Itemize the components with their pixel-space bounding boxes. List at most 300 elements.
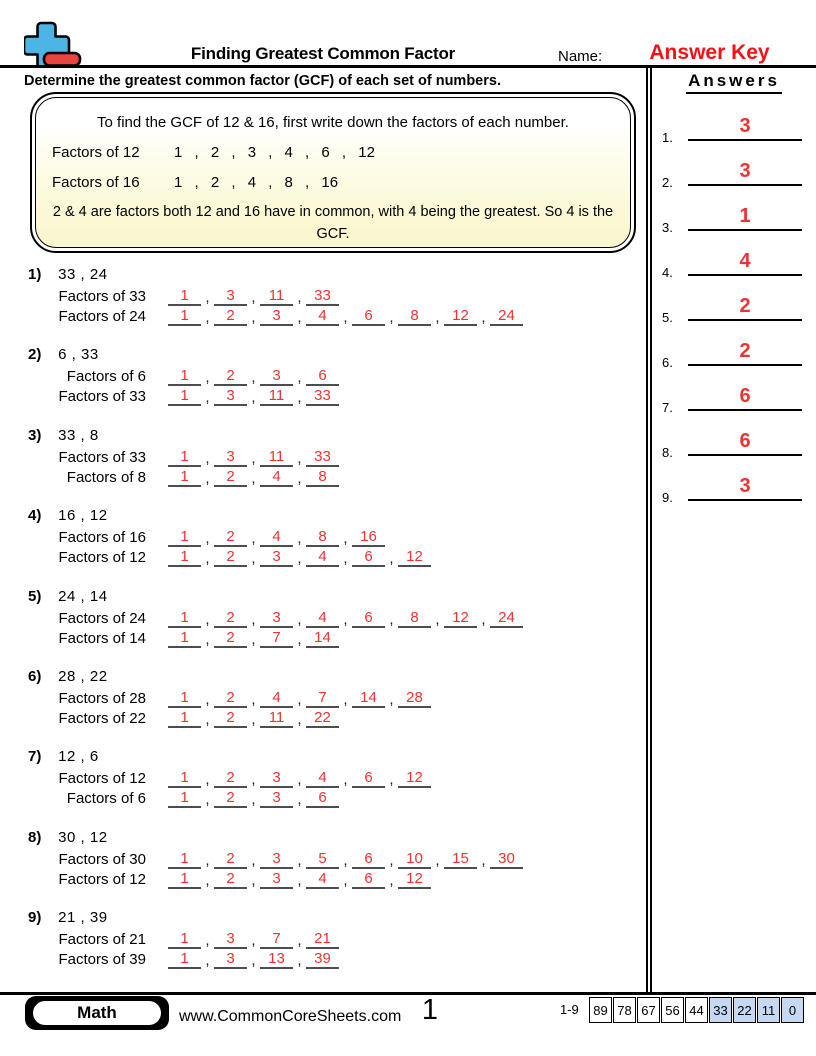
factor-blanks [168,789,339,808]
factor-blank: 1 [168,689,201,708]
factor-blank: 3 [214,950,247,969]
factor-row [28,547,640,567]
factor-blank: 22 [306,709,339,728]
factor-blanks [168,930,339,949]
factor-row [28,467,640,487]
problem-pair: 16 , 12 [58,507,108,525]
factor-blank: 3 [214,387,247,406]
factor-blank: 4 [306,769,339,788]
problem-header [28,507,640,527]
score-cell: 78 [613,997,636,1023]
answer-row [652,285,816,330]
factor-blank: 39 [306,950,339,969]
problems-list [28,266,640,990]
factor-blank: 12 [398,548,431,567]
answer-key-text: Answer Key [649,41,770,64]
factors-label: Factors of 33 [58,288,146,305]
factor-blanks [168,689,431,708]
problem-header [28,829,640,849]
comma-separator: , [343,771,348,789]
comma-separator: , [389,550,394,568]
example-factor-row [52,174,614,191]
comma-separator: , [251,449,256,467]
factor-blank: 4 [260,468,293,487]
answer-line [688,295,802,321]
factor-blank: 1 [168,709,201,728]
factor-blank: 6 [352,609,385,628]
answer-row [652,105,816,150]
factor-blank: 1 [168,609,201,628]
score-cell: 89 [589,997,612,1023]
factor-blank: 3 [260,367,293,386]
problem-header [28,668,640,688]
example-factor-row [52,144,614,161]
example-factors-values: 1 , 2 , 3 , 4 , 6 , 12 [174,144,375,161]
problem-number: 7) [28,748,42,766]
factor-blank: 3 [260,609,293,628]
factor-blank: 8 [306,468,339,487]
comma-separator: , [205,550,210,568]
factor-row [28,949,640,969]
answers-panel [646,68,816,992]
comma-separator: , [389,309,394,326]
factors-label: Factors of 14 [58,629,146,647]
factors-label: Factors of 6 [66,368,146,386]
comma-separator: , [343,610,348,628]
comma-separator: , [435,610,440,628]
comma-separator: , [297,449,302,467]
factor-row [28,628,640,648]
problem-header [28,266,640,286]
factor-row [28,447,640,467]
problem [28,346,640,426]
answer-value: 1 [739,205,751,227]
score-cell: 22 [733,997,756,1023]
comma-separator: , [251,289,256,306]
factor-row [28,366,640,386]
comma-separator: , [251,791,256,809]
factor-blank: 3 [260,548,293,567]
comma-separator: , [205,369,210,387]
comma-separator: , [297,630,302,648]
comma-separator: , [251,710,256,728]
factor-blank: 28 [398,689,431,708]
problem-pair: 30 , 12 [58,828,108,846]
problem-number: 5) [28,587,42,605]
factor-blank: 16 [352,528,385,547]
factor-blank: 1 [168,307,201,326]
comma-separator: , [251,690,256,708]
comma-separator: , [205,289,210,306]
problem-number: 6) [28,667,42,685]
factor-blank: 4 [260,528,293,547]
problem-pair: 24 , 14 [58,587,108,605]
factors-label: Factors of 12 [58,870,146,888]
subject-label: Math [33,1001,161,1025]
answer-number: 8. [662,445,673,460]
answer-line [688,475,802,501]
score-cell: 67 [637,997,660,1023]
problem [28,588,640,668]
factor-blank: 2 [214,870,247,889]
factor-row [28,527,640,547]
factor-blank: 1 [168,769,201,788]
example-intro: To find the GCF of 12 & 16, first write down the factors of each number. [97,114,569,131]
comma-separator: , [297,530,302,548]
answer-value: 2 [739,295,751,317]
factor-row [28,929,640,949]
comma-separator: , [251,630,256,648]
score-cell: 56 [661,997,684,1023]
factor-blank: 6 [352,850,385,869]
factor-blank: 12 [444,307,477,326]
comma-separator: , [251,469,256,487]
factor-blank: 3 [214,287,247,306]
factor-blank: 8 [398,307,431,326]
example-conclusion: 2 & 4 are factors both 12 and 16 have in common, with 4 being the greatest. So 4 is the GCF. [52,204,614,242]
factor-blanks [168,950,339,969]
comma-separator: , [297,389,302,407]
factor-blank: 1 [168,548,201,567]
factor-blank: 1 [168,287,201,306]
factor-blank: 6 [306,789,339,808]
comma-separator: , [297,791,302,809]
score-cell: 11 [757,997,780,1023]
factor-blank: 11 [260,709,293,728]
answer-line [688,430,802,456]
factor-blank: 33 [306,387,339,406]
comma-separator: , [251,550,256,568]
comma-separator: , [251,530,256,548]
problem-pair: 28 , 22 [58,667,108,685]
factor-blank: 7 [306,689,339,708]
factor-blank: 11 [260,387,293,406]
factor-blank: 1 [168,448,201,467]
answer-number: 1. [662,130,673,145]
factor-row [28,386,640,406]
factor-blank: 2 [214,689,247,708]
comma-separator: , [389,771,394,789]
factor-blank: 24 [490,609,523,628]
answer-row [652,150,816,195]
problem-header [28,909,640,929]
score-cell: 0 [781,997,804,1023]
factor-row [28,869,640,889]
factor-blank: 3 [260,789,293,808]
factor-blank: 30 [490,850,523,869]
answer-value: 2 [739,340,751,362]
factor-blanks [168,609,523,628]
factor-blank: 3 [214,930,247,949]
answer-value: 3 [739,475,751,497]
factor-blanks [168,850,523,869]
comma-separator: , [481,851,486,869]
factor-blank: 11 [260,448,293,467]
factor-blank: 4 [260,689,293,708]
factor-blank: 2 [214,609,247,628]
problem [28,507,640,587]
problem-pair: 12 , 6 [58,748,99,766]
problem-header [28,427,640,447]
comma-separator: , [389,851,394,869]
factors-label: Factors of 33 [58,388,146,406]
answer-number: 6. [662,355,673,370]
factor-blank: 10 [398,850,431,869]
factor-blank: 3 [214,448,247,467]
answer-value: 3 [739,160,751,182]
factor-blank: 2 [214,548,247,567]
comma-separator: , [205,389,210,407]
answer-value: 4 [739,250,751,272]
comma-separator: , [297,610,302,628]
factors-label: Factors of 8 [66,468,146,486]
factor-blank: 1 [168,950,201,969]
comma-separator: , [205,530,210,548]
factor-blank: 33 [306,448,339,467]
comma-separator: , [297,469,302,487]
factor-blank: 33 [306,287,339,306]
problem-number: 2) [28,346,42,364]
comma-separator: , [389,690,394,708]
answer-number: 9. [662,490,673,505]
factor-blank: 8 [306,528,339,547]
comma-separator: , [343,550,348,568]
comma-separator: , [205,791,210,809]
factor-blank: 4 [306,609,339,628]
comma-separator: , [205,952,210,970]
comma-separator: , [435,309,440,326]
factor-blanks [168,468,339,487]
example-factors-label: Factors of 12 [52,144,140,161]
factor-blank: 4 [306,870,339,889]
comma-separator: , [297,952,302,970]
factors-label: Factors of 33 [58,448,146,466]
comma-separator: , [251,932,256,950]
answer-number: 3. [662,220,673,235]
factor-blanks [168,387,339,406]
factors-label: Factors of 24 [58,609,146,627]
comma-separator: , [251,851,256,869]
comma-separator: , [297,871,302,889]
comma-separator: , [251,871,256,889]
subject-badge [25,996,169,1030]
comma-separator: , [297,289,302,306]
factors-label: Factors of 16 [58,529,146,547]
factor-blank: 1 [168,629,201,648]
comma-separator: , [343,690,348,708]
comma-separator: , [205,690,210,708]
comma-separator: , [205,932,210,950]
factors-label: Factors of 22 [58,709,146,727]
factor-blank: 7 [260,930,293,949]
instruction-text: Determine the greatest common factor (GCF) of each set of numbers. [24,73,501,89]
comma-separator: , [297,690,302,708]
problem [28,829,640,909]
factor-row [28,849,640,869]
answer-value: 3 [739,115,751,137]
comma-separator: , [481,610,486,628]
factor-blanks [168,548,431,567]
factor-blank: 1 [168,468,201,487]
factor-blank: 2 [214,789,247,808]
name-label: Name: [558,48,603,65]
factor-blank: 3 [260,307,293,326]
factors-label: Factors of 28 [58,689,146,707]
factor-row [28,286,640,306]
factors-label: Factors of 12 [58,549,146,567]
problem-pair: 33 , 8 [58,426,99,444]
factor-blank: 6 [352,769,385,788]
comma-separator: , [297,851,302,869]
problem-header [28,588,640,608]
factor-blank: 6 [352,870,385,889]
factor-blank: 4 [306,548,339,567]
example-rows [52,144,614,191]
example-factors-label: Factors of 16 [52,174,140,191]
factor-blank: 15 [444,850,477,869]
factor-row [28,306,640,326]
answer-line [688,250,802,276]
factor-blank: 2 [214,850,247,869]
factor-blank: 2 [214,468,247,487]
problem-pair: 33 , 24 [58,266,108,283]
factor-blank: 1 [168,930,201,949]
problem [28,266,640,346]
answer-line [688,160,802,186]
factor-row [28,708,640,728]
factor-blank: 2 [214,769,247,788]
answer-row [652,465,816,510]
comma-separator: , [389,871,394,889]
comma-separator: , [205,610,210,628]
factor-blanks [168,769,431,788]
factors-label: Factors of 24 [58,308,146,325]
problem-number: 9) [28,909,42,927]
answer-row [652,240,816,285]
comma-separator: , [251,309,256,326]
answer-row [652,420,816,465]
comma-separator: , [251,771,256,789]
factor-blank: 1 [168,387,201,406]
answer-line [688,385,802,411]
example-factors-values: 1 , 2 , 4 , 8 , 16 [174,174,339,191]
answer-number: 7. [662,400,673,415]
comma-separator: , [343,309,348,326]
factor-blank: 12 [444,609,477,628]
problem-number: 4) [28,507,42,525]
comma-separator: , [205,309,210,326]
factor-blank: 2 [214,709,247,728]
factor-blank: 4 [306,307,339,326]
problem-number: 3) [28,426,42,444]
page-number: 1 [421,994,439,1026]
answer-line [688,115,802,141]
comma-separator: , [205,469,210,487]
problem [28,427,640,507]
factor-blanks [168,367,339,386]
factor-row [28,768,640,788]
factor-blank: 8 [398,609,431,628]
factor-blank: 13 [260,950,293,969]
page-title: Finding Greatest Common Factor [190,44,456,63]
comma-separator: , [251,952,256,970]
factor-blanks [168,287,339,306]
factor-blank: 5 [306,850,339,869]
comma-separator: , [481,309,486,326]
factor-blanks [168,870,431,889]
problem-pair: 6 , 33 [58,346,99,364]
comma-separator: , [205,449,210,467]
problem-number: 1) [28,266,42,283]
factor-blank: 14 [352,689,385,708]
comma-separator: , [297,710,302,728]
problem [28,909,640,989]
factor-blank: 1 [168,870,201,889]
comma-separator: , [297,309,302,326]
factor-blank: 11 [260,287,293,306]
factors-label: Factors of 21 [58,931,146,949]
score-cell: 33 [709,997,732,1023]
factor-blank: 2 [214,528,247,547]
factor-blank: 7 [260,629,293,648]
answer-value: 6 [739,430,751,452]
score-cell: 44 [685,997,708,1023]
answer-line [688,340,802,366]
answer-number: 5. [662,310,673,325]
answers-heading: Answers [686,71,782,94]
problem [28,748,640,828]
factor-blank: 6 [352,307,385,326]
factors-label: Factors of 6 [66,790,146,808]
comma-separator: , [297,932,302,950]
comma-separator: , [343,851,348,869]
answer-row [652,375,816,420]
comma-separator: , [389,610,394,628]
answer-value: 6 [739,385,751,407]
problem-pair: 21 , 39 [58,909,108,927]
factor-blank: 12 [398,870,431,889]
factor-blank: 1 [168,528,201,547]
factor-blank: 1 [168,789,201,808]
comma-separator: , [343,871,348,889]
factors-label: Factors of 12 [58,770,146,788]
factor-blank: 6 [306,367,339,386]
comma-separator: , [205,630,210,648]
factor-blank: 14 [306,629,339,648]
factor-blank: 12 [398,769,431,788]
comma-separator: , [251,369,256,387]
problem [28,668,640,748]
comma-separator: , [297,771,302,789]
example-box-inner [35,97,631,248]
factor-blank: 2 [214,367,247,386]
factor-blanks [168,307,523,326]
factor-blank: 3 [260,769,293,788]
comma-separator: , [297,550,302,568]
factor-blank: 1 [168,367,201,386]
factor-blank: 3 [260,850,293,869]
problem-number: 8) [28,828,42,846]
problem-header [28,346,640,366]
problem-header [28,748,640,768]
website-text: www.CommonCoreSheets.com [179,1008,402,1025]
factor-row [28,608,640,628]
score-table [589,997,804,1023]
answer-row [652,195,816,240]
answer-line [688,205,802,231]
example-box [30,92,636,253]
factor-blank: 1 [168,850,201,869]
